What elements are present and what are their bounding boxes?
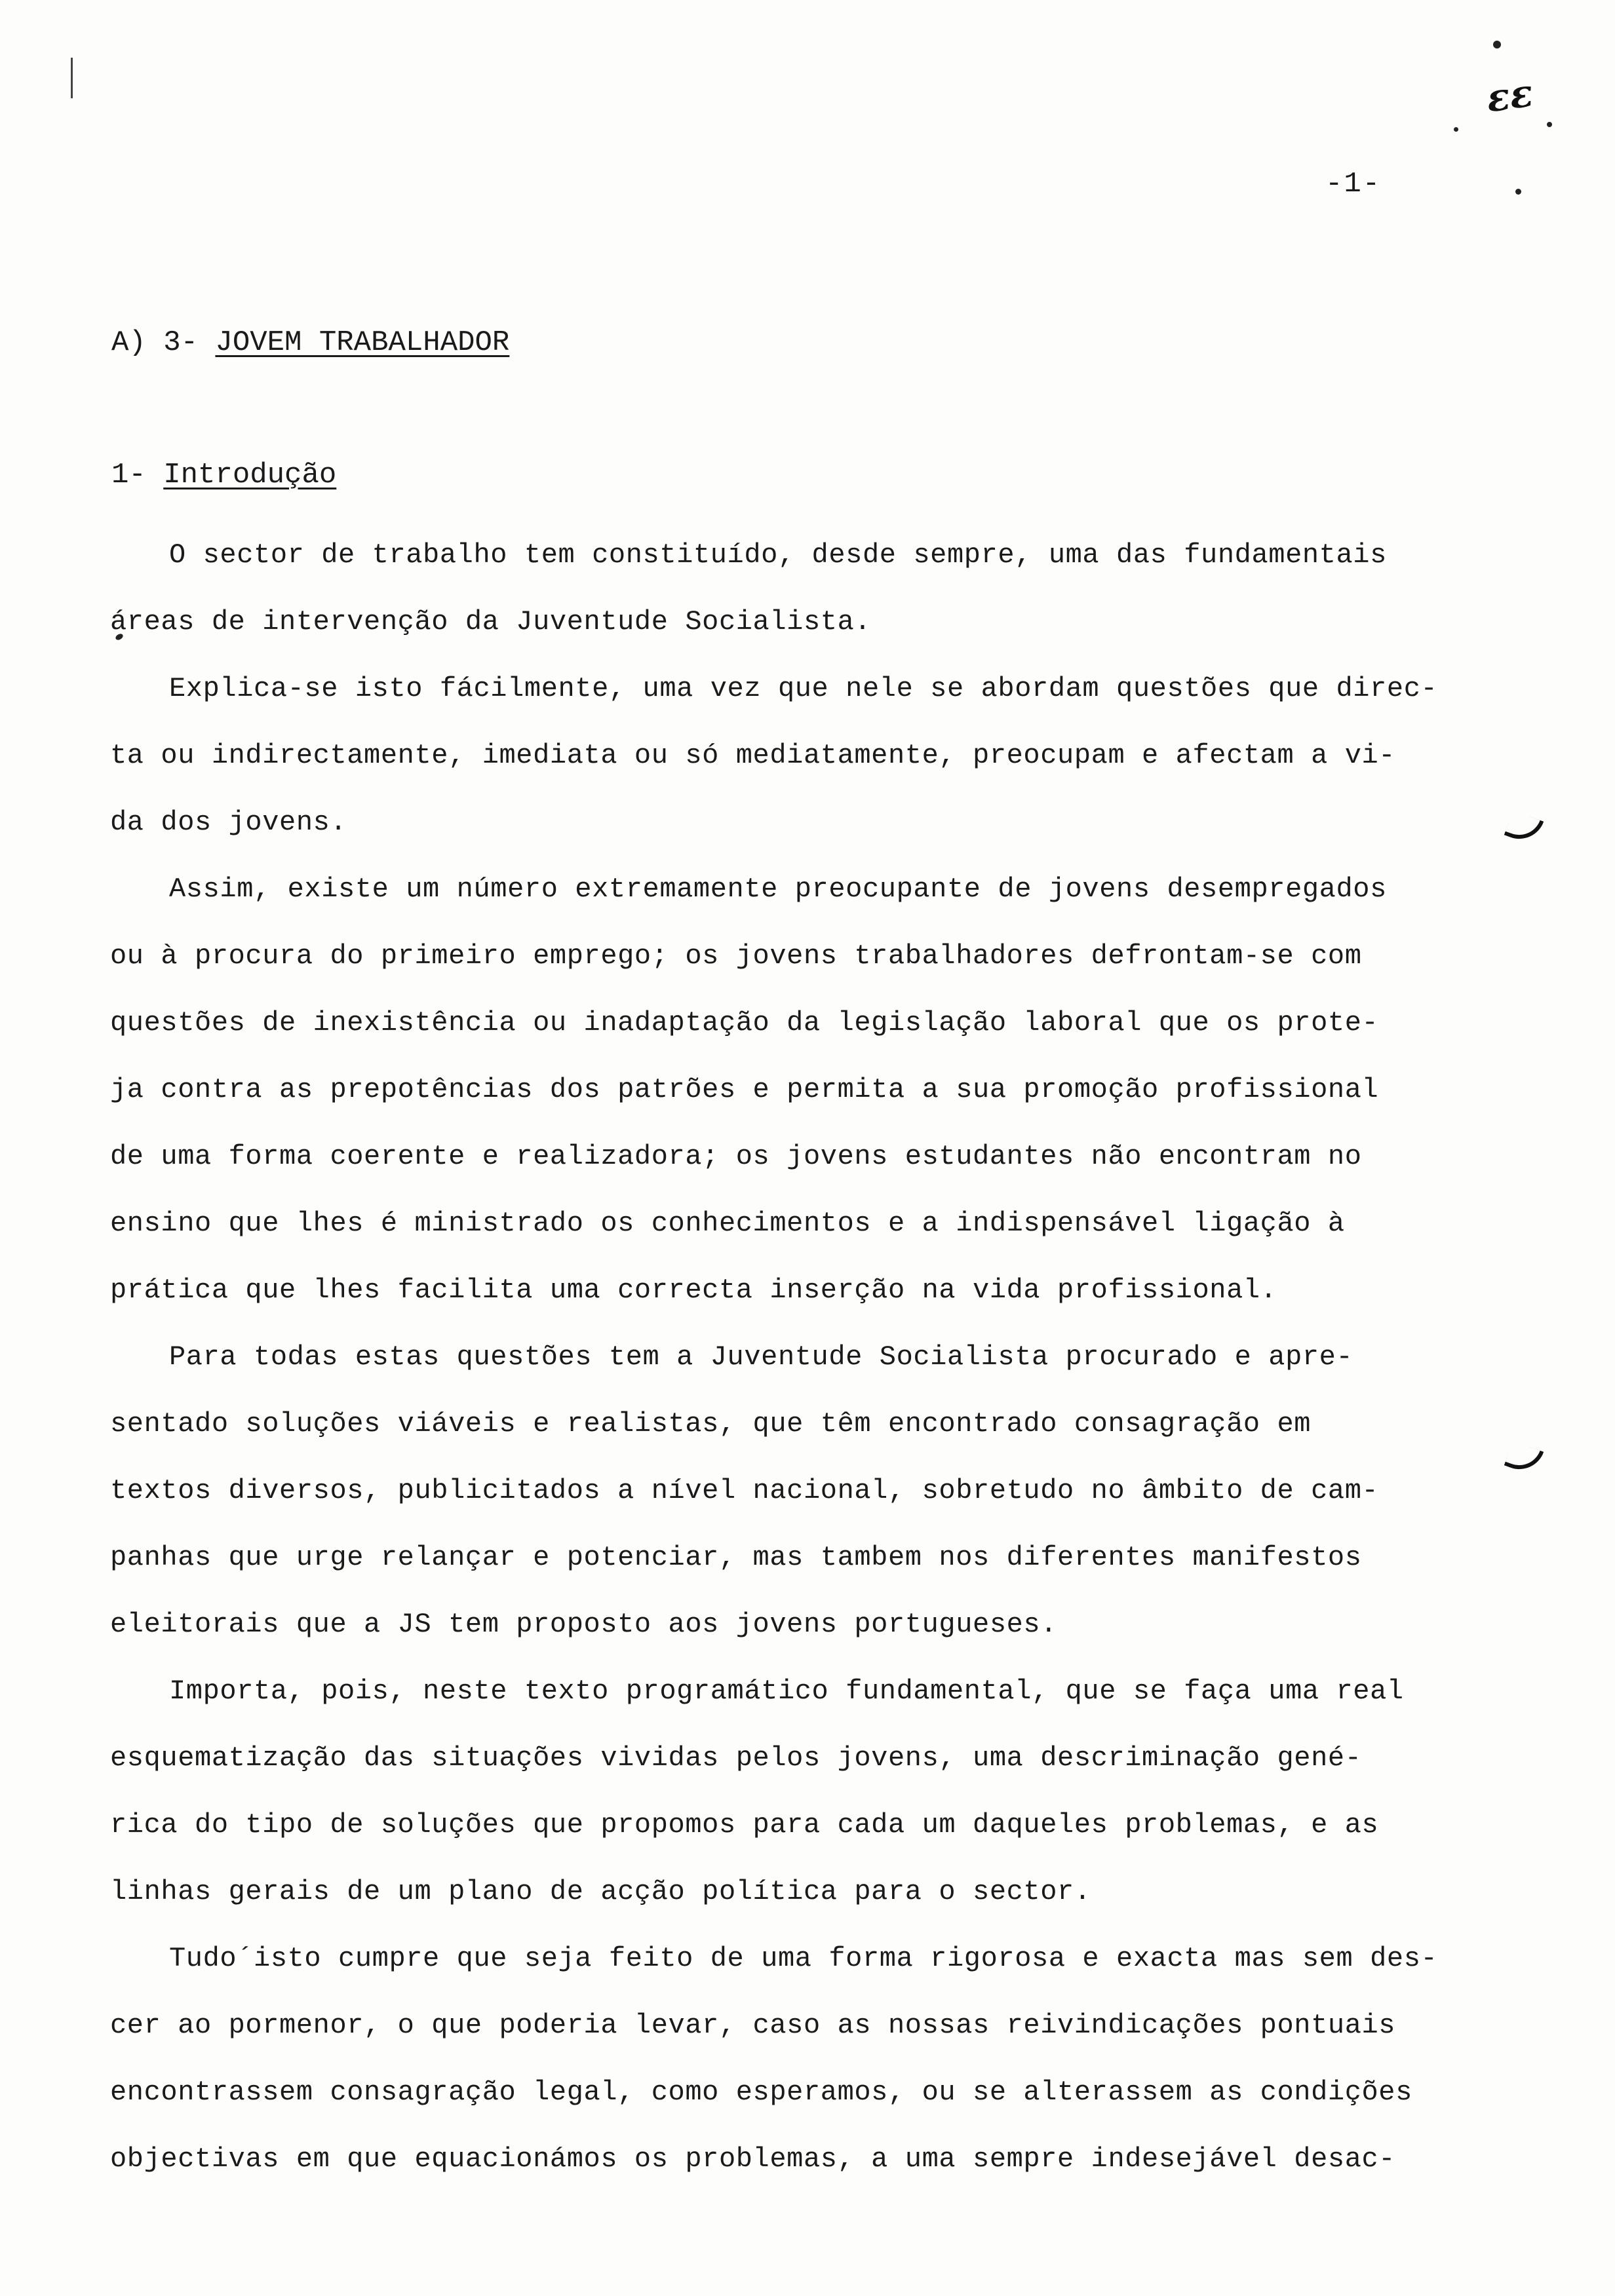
- page-number: -1-: [1325, 168, 1382, 201]
- text-line: ensino que lhes é ministrado os conhecimentos e a indispensável ligação à: [110, 1208, 1345, 1239]
- text-line: cer ao pormenor, o que poderia levar, caso as nossas reivindicações pontuais: [110, 2010, 1396, 2041]
- margin-bracket-mark: [1504, 1441, 1544, 1477]
- text-line: da dos jovens.: [110, 807, 347, 838]
- text-line: de uma forma coerente e realizadora; os jovens estudantes não encontram no: [110, 1141, 1362, 1172]
- ink-speck: [1547, 122, 1552, 127]
- text-line: objectivas em que equacionámos os problemas, a uma sempre indesejável desac-: [110, 2143, 1396, 2175]
- subsection-heading: [111, 459, 336, 491]
- text-line: textos diversos, publicitados a nível nacional, sobretudo no âmbito de cam-: [110, 1475, 1379, 1506]
- margin-bracket-mark: [1504, 811, 1544, 847]
- text-line: rica do tipo de soluções que propomos para cada um daqueles problemas, e as: [110, 1809, 1379, 1841]
- handwritten-margin-mark: εε: [1483, 70, 1536, 121]
- text-line: ta ou indirectamente, imediata ou só mediatamente, preocupam e afectam a vi-: [110, 740, 1396, 771]
- subsection-title: Introdução: [163, 459, 337, 491]
- section-prefix: A) 3-: [111, 326, 216, 359]
- subsection-number: 1-: [111, 459, 164, 491]
- text-line: linhas gerais de um plano de acção política para o sector.: [110, 1876, 1091, 1907]
- text-line: Tudo´isto cumpre que seja feito de uma forma rigorosa e exacta mas sem des-: [169, 1943, 1438, 1974]
- text-line: prática que lhes facilita uma correcta inserção na vida profissional.: [110, 1274, 1277, 1306]
- text-line: Para todas estas questões tem a Juventude Socialista procurado e apre-: [169, 1341, 1353, 1373]
- text-line: áreas de intervenção da Juventude Socialista.: [110, 606, 872, 638]
- margin-line: [71, 58, 73, 98]
- text-line: ja contra as prepotências dos patrões e permita a sua promoção profissional: [110, 1074, 1379, 1105]
- body-text: [110, 522, 1506, 2192]
- text-line: Assim, existe um número extremamente preocupante de jovens desempregados: [169, 873, 1387, 905]
- text-line: eleitorais que a JS tem proposto aos jovens portugueses.: [110, 1609, 1058, 1640]
- text-line: Importa, pois, neste texto programático fundamental, que se faça uma real: [169, 1675, 1404, 1707]
- text-line: ou à procura do primeiro emprego; os jovens trabalhadores defrontam-se com: [110, 940, 1362, 972]
- text-line: sentado soluções viáveis e realistas, que têm encontrado consagração em: [110, 1408, 1312, 1440]
- text-line: questões de inexistência ou inadaptação da legislação laboral que os prote-: [110, 1007, 1379, 1039]
- ink-speck: [1454, 127, 1458, 132]
- text-line: encontrassem consagração legal, como esperamos, ou se alterassem as condições: [110, 2076, 1412, 2108]
- text-line: panhas que urge relançar e potenciar, mas tambem nos diferentes manifestos: [110, 1542, 1362, 1573]
- ink-speck: [1493, 41, 1501, 48]
- text-line: esquematização das situações vividas pelos jovens, uma descriminação gené-: [110, 1742, 1362, 1774]
- text-line: Explica-se isto fácilmente, uma vez que nele se abordam questões que direc-: [169, 673, 1438, 704]
- section-heading: [111, 326, 509, 359]
- ink-speck: [1515, 189, 1521, 195]
- section-title: JOVEM TRABALHADOR: [215, 326, 510, 359]
- text-line: O sector de trabalho tem constituído, desde sempre, uma das fundamentais: [169, 539, 1387, 571]
